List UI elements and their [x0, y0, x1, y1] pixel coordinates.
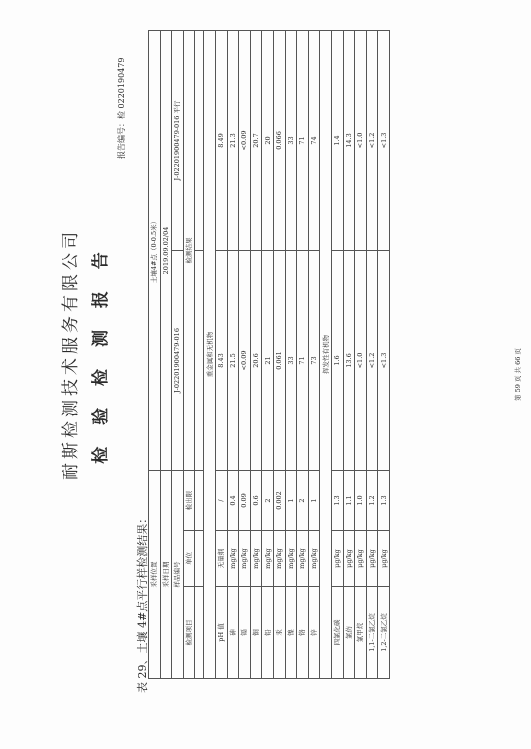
cell-b: 21.3 — [227, 30, 239, 250]
cell-a: 21 — [262, 250, 274, 470]
cell-b: 1.4 — [331, 30, 343, 250]
table-row — [297, 30, 309, 678]
sample-b-id: J-02201900479-016 平行 — [172, 30, 184, 250]
cell-b: <1.0 — [355, 30, 367, 250]
cell-unit: mg/kg — [250, 531, 262, 587]
cell-b: <1.2 — [366, 30, 378, 250]
table-row — [285, 30, 297, 678]
cell-unit: μg/kg — [331, 531, 343, 587]
cell-b: 14.3 — [343, 30, 355, 250]
table-row — [308, 30, 320, 678]
meta-value: 2019.09.02/04 — [160, 30, 172, 470]
section-row-metals — [204, 30, 216, 678]
cell-limit: 1.2 — [366, 470, 378, 530]
table-row — [366, 30, 378, 678]
column-header-row — [183, 30, 195, 678]
report-number: 报告编号：检 0220190479 — [117, 57, 126, 159]
cell-unit: μg/kg — [355, 531, 367, 587]
cell-limit: 1 — [285, 470, 297, 530]
document-title: 检 验 检 测 报 告 — [91, 244, 111, 464]
cell-b: 0.066 — [273, 30, 285, 250]
cell-unit: mg/kg — [227, 531, 239, 587]
cell-b: 71 — [297, 30, 309, 250]
cell-a: <1.0 — [355, 250, 367, 470]
cell-limit: 0.4 — [227, 470, 239, 530]
table-row — [331, 30, 343, 678]
table-row — [227, 30, 239, 678]
cell-a: 73 — [308, 250, 320, 470]
cell-limit: 1.3 — [331, 470, 343, 530]
cell-a: 33 — [285, 250, 297, 470]
cell-item: 镉 — [239, 587, 251, 679]
table-row — [273, 30, 285, 678]
section-row-voc — [320, 30, 332, 678]
meta-row — [160, 30, 172, 678]
col-unit-header: 单位 — [183, 531, 195, 587]
cell-b: 20.7 — [250, 30, 262, 250]
cell-unit: 无量纲 — [215, 531, 227, 587]
cell-item: 铬 — [297, 587, 309, 679]
table-row — [355, 30, 367, 678]
cell-item: 铜 — [250, 587, 262, 679]
cell-a: 1.6 — [331, 250, 343, 470]
cell-item: 氯甲烷 — [355, 587, 367, 679]
cell-limit: 0.09 — [239, 470, 251, 530]
cell-b: 8.49 — [215, 30, 227, 250]
cell-limit: 2 — [297, 470, 309, 530]
col-limit-header: 检出限 — [183, 470, 195, 530]
cell-unit: mg/kg — [273, 531, 285, 587]
sample-number-label: 样品编号 — [172, 470, 184, 678]
meta-label: 采样位置 — [149, 470, 161, 678]
table-row — [215, 30, 227, 678]
sample-number-row — [172, 30, 184, 678]
cell-item: 1,1-二氯乙烷 — [366, 587, 378, 679]
cell-unit: μg/kg — [366, 531, 378, 587]
cell-b: 33 — [285, 30, 297, 250]
page-footer: 第 59 页 共 66 页 — [514, 348, 522, 401]
cell-a: <0.09 — [239, 250, 251, 470]
cell-a: 20.6 — [250, 250, 262, 470]
cell-unit: mg/kg — [239, 531, 251, 587]
cell-a: 0.061 — [273, 250, 285, 470]
meta-label: 采样日期 — [160, 470, 172, 678]
cell-limit: 1.0 — [355, 470, 367, 530]
cell-limit: 0.6 — [250, 470, 262, 530]
cell-unit: mg/kg — [308, 531, 320, 587]
cell-limit: 1.3 — [378, 470, 390, 530]
cell-item: 汞 — [273, 587, 285, 679]
cell-item: 砷 — [227, 587, 239, 679]
table-row — [378, 30, 390, 678]
cell-unit: mg/kg — [297, 531, 309, 587]
table-row — [343, 30, 355, 678]
cell-a: 71 — [297, 250, 309, 470]
cell-limit: 1 — [308, 470, 320, 530]
cell-a: 13.6 — [343, 250, 355, 470]
cell-unit: mg/kg — [285, 531, 297, 587]
cell-a: <1.3 — [378, 250, 390, 470]
cell-unit: μg/kg — [378, 531, 390, 587]
cell-item: 氯仿 — [343, 587, 355, 679]
cell-item: pH 值 — [215, 587, 227, 679]
meta-value: 土壤4#点（0-0.5米） — [149, 30, 161, 470]
cell-a: 8.43 — [215, 250, 227, 470]
cell-unit: mg/kg — [262, 531, 274, 587]
cell-b: <1.3 — [378, 30, 390, 250]
cell-a: 21.5 — [227, 250, 239, 470]
sample-a-id: J-02201900479-016 — [172, 250, 184, 470]
cell-item: 锌 — [308, 587, 320, 679]
cell-item: 镍 — [285, 587, 297, 679]
section-label: 挥发性有机物 — [320, 30, 332, 678]
cell-limit: 1.1 — [343, 470, 355, 530]
table-row — [262, 30, 274, 678]
col-item-header: 检测项目 — [183, 587, 195, 679]
cell-item: 1,2-二氯乙烷 — [378, 587, 390, 679]
cell-limit: 2 — [262, 470, 274, 530]
company-name: 耐斯检测技术服务有限公司 — [61, 228, 81, 480]
table-caption: 表 29、土壤 4#点平行样检测结果： — [136, 512, 149, 693]
table-row — [250, 30, 262, 678]
cell-item: 铅 — [262, 587, 274, 679]
meta-row — [149, 30, 161, 678]
cell-b: <0.09 — [239, 30, 251, 250]
spacer-row — [195, 30, 204, 678]
cell-a: <1.2 — [366, 250, 378, 470]
cell-limit: 0.002 — [273, 470, 285, 530]
results-table — [148, 30, 390, 679]
cell-item: 四氯化碳 — [331, 587, 343, 679]
cell-unit: μg/kg — [343, 531, 355, 587]
section-label: 重金属和无机物 — [204, 30, 216, 678]
cell-limit: / — [215, 470, 227, 530]
cell-b: 20 — [262, 30, 274, 250]
cell-b: 74 — [308, 30, 320, 250]
table-row — [239, 30, 251, 678]
col-result-header: 检测结果 — [183, 30, 195, 470]
